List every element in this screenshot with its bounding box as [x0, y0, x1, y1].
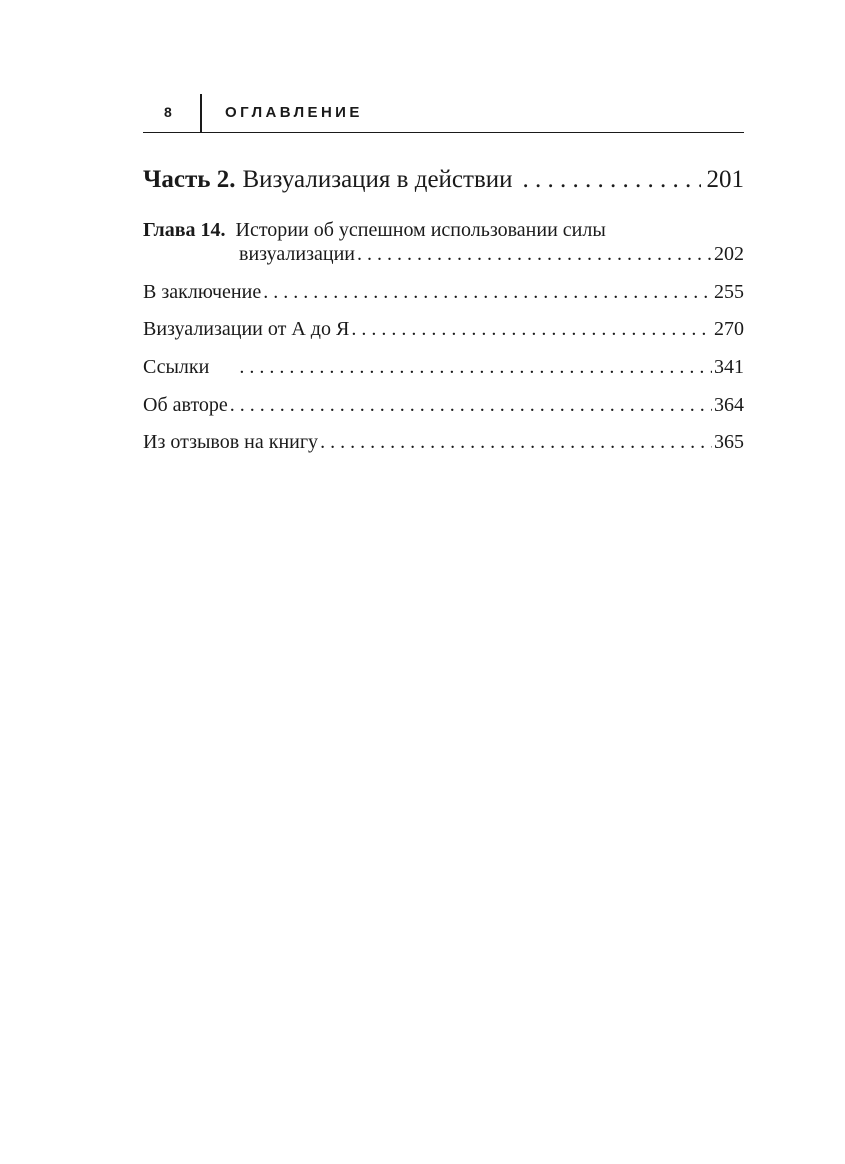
- toc-entry-references[interactable]: [143, 356, 744, 379]
- running-header: [143, 94, 744, 133]
- entry-title: Визуализации от А до Я: [143, 318, 350, 340]
- chapter-label: Глава 14.: [143, 219, 226, 241]
- dot-leader: [357, 243, 712, 266]
- entry-page-number: 270: [714, 318, 744, 340]
- toc-entry-reviews[interactable]: [143, 431, 744, 454]
- dot-leader: [523, 166, 701, 194]
- toc-chapter-14-continuation[interactable]: [239, 243, 744, 266]
- dot-leader: [239, 356, 712, 379]
- entry-title: Из отзывов на книгу: [143, 431, 319, 453]
- entry-title: Ссылки: [143, 356, 210, 378]
- part-page-number: 201: [706, 166, 744, 193]
- chapter-title-line-1: Истории об успешном использовании силы: [235, 219, 606, 241]
- dot-leader: [263, 281, 712, 304]
- entry-page-number: 364: [714, 394, 744, 416]
- section-title: ОГЛАВЛЕНИЕ: [225, 104, 363, 121]
- toc-entry-visualizations-a-z[interactable]: [143, 318, 744, 341]
- dot-leader: [230, 394, 712, 417]
- entry-page-number: 365: [714, 431, 744, 453]
- page-number: 8: [164, 104, 172, 120]
- entry-page-number: 255: [714, 281, 744, 303]
- chapter-page-number: 202: [714, 243, 744, 265]
- header-divider: [200, 94, 202, 132]
- part-title: Визуализация в действии: [242, 166, 513, 193]
- toc-chapter-14[interactable]: [143, 219, 744, 242]
- toc-part-2[interactable]: [143, 166, 744, 194]
- toc-entry-conclusion[interactable]: [143, 281, 744, 304]
- chapter-title-line-2: визуализации: [239, 243, 355, 265]
- entry-title: Об авторе: [143, 394, 228, 416]
- toc-entry-about-author[interactable]: [143, 394, 744, 417]
- entry-title: В заключение: [143, 281, 262, 303]
- entry-page-number: 341: [714, 356, 744, 378]
- part-label: Часть 2.: [143, 166, 236, 193]
- dot-leader: [351, 318, 712, 341]
- dot-leader: [320, 431, 712, 454]
